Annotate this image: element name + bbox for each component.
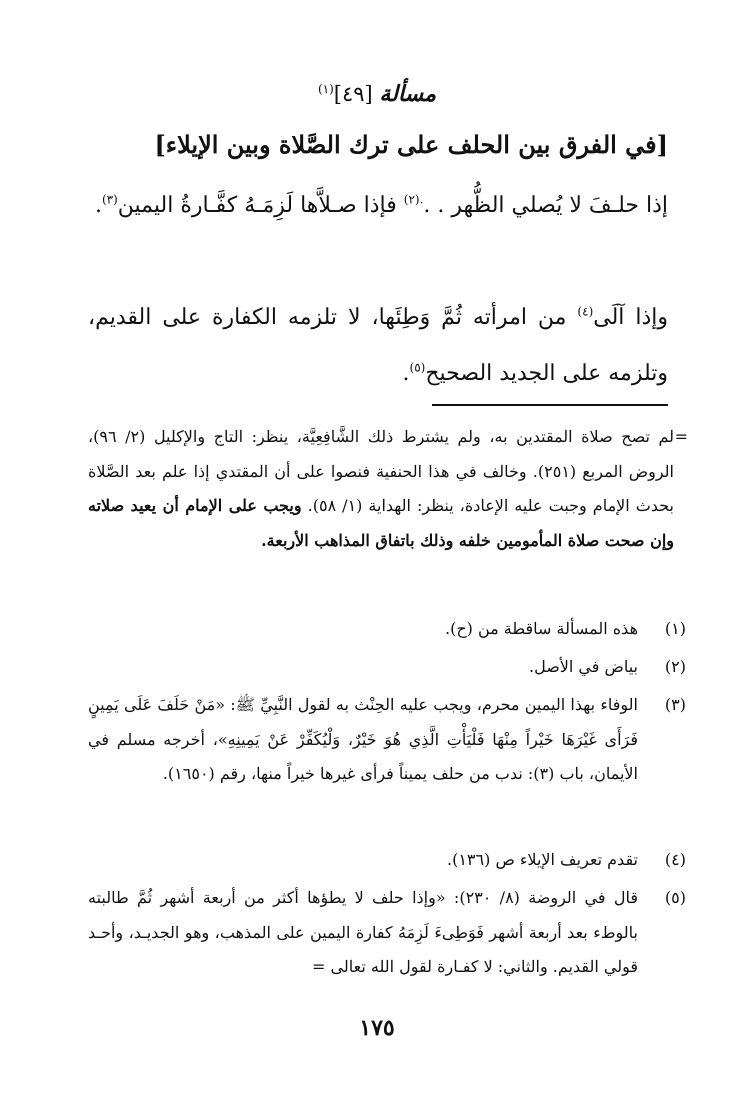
- continuation-mark: =: [674, 427, 688, 446]
- footnote-4: [88, 843, 686, 878]
- footnote-number: (٣): [664, 695, 686, 714]
- p1-main-text: إذا حلـفَ لا يُصلي الظُّهر . .: [423, 193, 668, 218]
- footnote-5: [88, 881, 686, 985]
- page-number: ١٧٥: [359, 1015, 395, 1041]
- issue-title: [في الفرق بين الحلف على ترك الصَّلاة وبين الإيلاء]: [154, 130, 668, 159]
- footnote-text: هذه المسألة ساقطة من (ح).: [444, 619, 638, 638]
- p2-end-punct: .: [402, 361, 410, 386]
- issue-heading: [0, 74, 754, 109]
- issue-word: مسألة: [379, 81, 437, 107]
- footnote-number: (٢): [664, 657, 686, 676]
- continuation-text: لم تصح صلاة المقتدين به، ولم يشترط ذلك الشَّافِعِيَّة، ينظر: التاج والإكليل (٢/ ٩٦)، الروض المربع (٢٥١). وخالف في هذا الحنفية فنصوا على أن المقتدي إذا علم بعد الصَّلاة بحدث الإمام وجبت عليه الإعادة، ينظر: الهداية (١/ ٥٨).: [88, 427, 674, 515]
- footnote-number: (٤): [664, 850, 686, 869]
- heading-note-ref: (١): [317, 82, 334, 96]
- footnote-text: قال في الروضة (٨/ ٢٣٠): «وإذا حلف لا يطؤها أكثر من أربعة أشهر ثُمَّ طالبته بالوطء بعد أربعة أشهر فَوَطِىءَ لَزِمَهُ كفارة اليمين على المذهب، وهو الجديـد، وأحـد قولي القديم. والثاني: لا كفـارة لقول الله تعالى =: [88, 888, 639, 976]
- p2-text-b: من امرأته ثُمَّ وَطِئَها، لا تلزمه الكفارة على القديم، وتلزمه على الجديد الصحيح: [88, 305, 668, 386]
- p1-rest-text: فإذا صـلاَّها لَزِمَـهُ كفَّـارةُ اليمين: [117, 193, 397, 218]
- footnote-continuation: [88, 420, 688, 558]
- issue-number: [٤٩]: [333, 82, 373, 106]
- footnote-separator: [432, 404, 668, 406]
- footnote-3: [88, 688, 686, 792]
- footnote-ref-5: (٥): [409, 360, 426, 375]
- footnote-1: [88, 612, 686, 647]
- main-paragraph-1: [88, 178, 668, 234]
- continuation-bold-text: ويجب على الإمام أن يعيد صلاته وإن صحت صلاة المأمومين خلفه وذلك باتفاق المذاهب الأربعة.: [88, 496, 674, 550]
- footnote-number: (١): [664, 619, 686, 638]
- main-paragraph-2: [88, 290, 668, 402]
- footnote-ref-4: (٤): [577, 304, 594, 319]
- p2-text-a: وإذا آلَى: [593, 305, 669, 330]
- footnote-ref-3: (٣): [101, 192, 118, 207]
- footnote-text: بياض في الأصل.: [528, 657, 638, 676]
- footnote-2: [88, 650, 686, 685]
- footnote-text: الوفاء بهذا اليمين محرم، ويجب عليه الحِنْث به لقول النَّبِيِّ ﷺ: «مَنْ حَلَفَ عَلَى يَمِينٍ فَرَأَى غَيْرَهَا خَيْراً مِنْهَا فَلْيَأْتِ الَّذِي هُوَ خَيْرٌ، وَلْيُكَفِّرْ عَنْ يَمِينِهِ»، أخرجه مسلم في الأيمان، باب (٣): ندب من حلف يميناً فرأى غيرها خيراً منها، رقم (١٦٥٠).: [88, 695, 638, 783]
- p1-end-punct: .: [94, 193, 102, 218]
- footnote-text: تقدم تعريف الإيلاء ص (١٣٦).: [447, 850, 638, 869]
- footnote-ref-2: .(٢): [403, 192, 424, 207]
- footnote-number: (٥): [664, 888, 686, 907]
